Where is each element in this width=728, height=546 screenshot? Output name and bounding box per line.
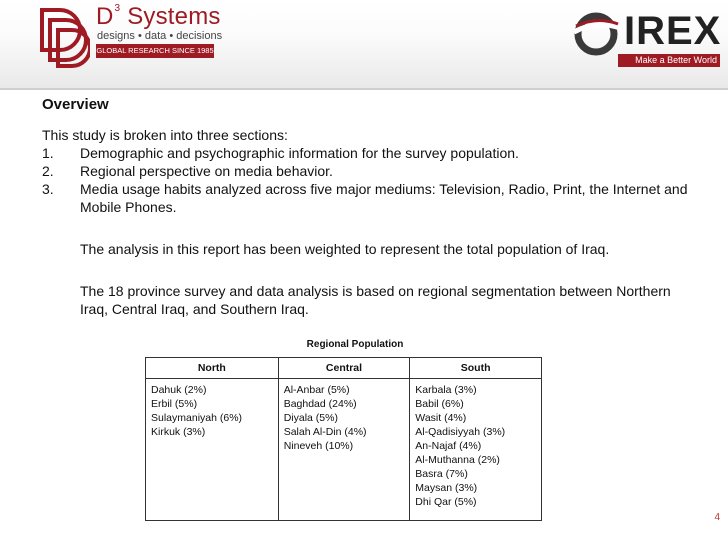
- table-header-row: [146, 358, 542, 379]
- province: Al-Anbar (5%): [283, 384, 350, 396]
- slide-title: Overview: [42, 96, 109, 113]
- list-number: 1.: [42, 145, 54, 161]
- list-number: 3.: [42, 181, 54, 197]
- list-text: Media usage habits analyzed across five major mediums: Television, Radio, Print, the Internet and Mobile Phones.: [80, 181, 688, 215]
- intro-text: This study is broken into three sections:: [42, 127, 288, 143]
- header-north: North: [146, 358, 279, 379]
- header-south: South: [410, 358, 542, 379]
- list-text: Regional perspective on media behavior.: [80, 163, 333, 179]
- brand-banner: GLOBAL RESEARCH SINCE 1985: [96, 44, 214, 58]
- list-number: 2.: [42, 163, 54, 179]
- central-provinces: [278, 379, 410, 521]
- north-provinces: [146, 379, 279, 521]
- province: Wasit (4%): [415, 412, 467, 424]
- segmentation-paragraph: The 18 province survey and data analysis is based on regional segmentation between Northern Iraq, Central Iraq, and Southern Iraq.: [80, 283, 671, 317]
- list-item: [42, 162, 702, 180]
- province: Erbil (5%): [151, 398, 198, 410]
- regional-population-table: [145, 357, 542, 521]
- list-item: [42, 180, 702, 216]
- slide-header: [0, 0, 728, 88]
- irex-globe-icon: [568, 6, 624, 62]
- d3-systems-logo: [0, 0, 223, 86]
- brand-name: $D^3$ Systems: [96, 3, 221, 30]
- list-text: Demographic and psychographic information for the survey population.: [80, 145, 519, 161]
- header-divider: [0, 88, 728, 90]
- province: Salah Al-Din (4%): [283, 426, 367, 438]
- province: Baghdad (24%): [283, 398, 357, 410]
- province: Basra (7%): [415, 468, 468, 480]
- irex-tagline: Make a Better World: [618, 54, 720, 67]
- province: Al-Qadisiyyah (3%): [415, 426, 506, 438]
- weighting-paragraph: The analysis in this report has been weighted to represent the total population of Iraq.: [80, 241, 610, 257]
- province: Karbala (3%): [415, 384, 477, 396]
- south-provinces: [410, 379, 542, 521]
- irex-logo: [568, 6, 724, 68]
- province: An-Najaf (4%): [415, 440, 482, 452]
- table-caption: Regional Population: [306, 339, 404, 350]
- header-central: Central: [278, 358, 410, 379]
- brand-tagline: designs • data • decisions: [97, 30, 223, 42]
- province: Dahuk (2%): [151, 384, 207, 396]
- sections-list: [42, 144, 702, 216]
- province: Maysan (3%): [415, 482, 478, 494]
- province: Babil (6%): [415, 398, 464, 410]
- irex-wordmark: IREX: [624, 9, 722, 53]
- page-number: 4: [714, 512, 720, 523]
- table-row: [146, 379, 542, 521]
- list-item: [42, 144, 702, 162]
- d3-monogram-icon: [38, 6, 90, 76]
- province: Kirkuk (3%): [151, 426, 206, 438]
- province: Dhi Qar (5%): [415, 496, 477, 508]
- province: Al-Muthanna (2%): [415, 454, 500, 466]
- province: Sulaymaniyah (6%): [151, 412, 243, 424]
- province: Nineveh (10%): [283, 440, 354, 452]
- province: Diyala (5%): [283, 412, 338, 424]
